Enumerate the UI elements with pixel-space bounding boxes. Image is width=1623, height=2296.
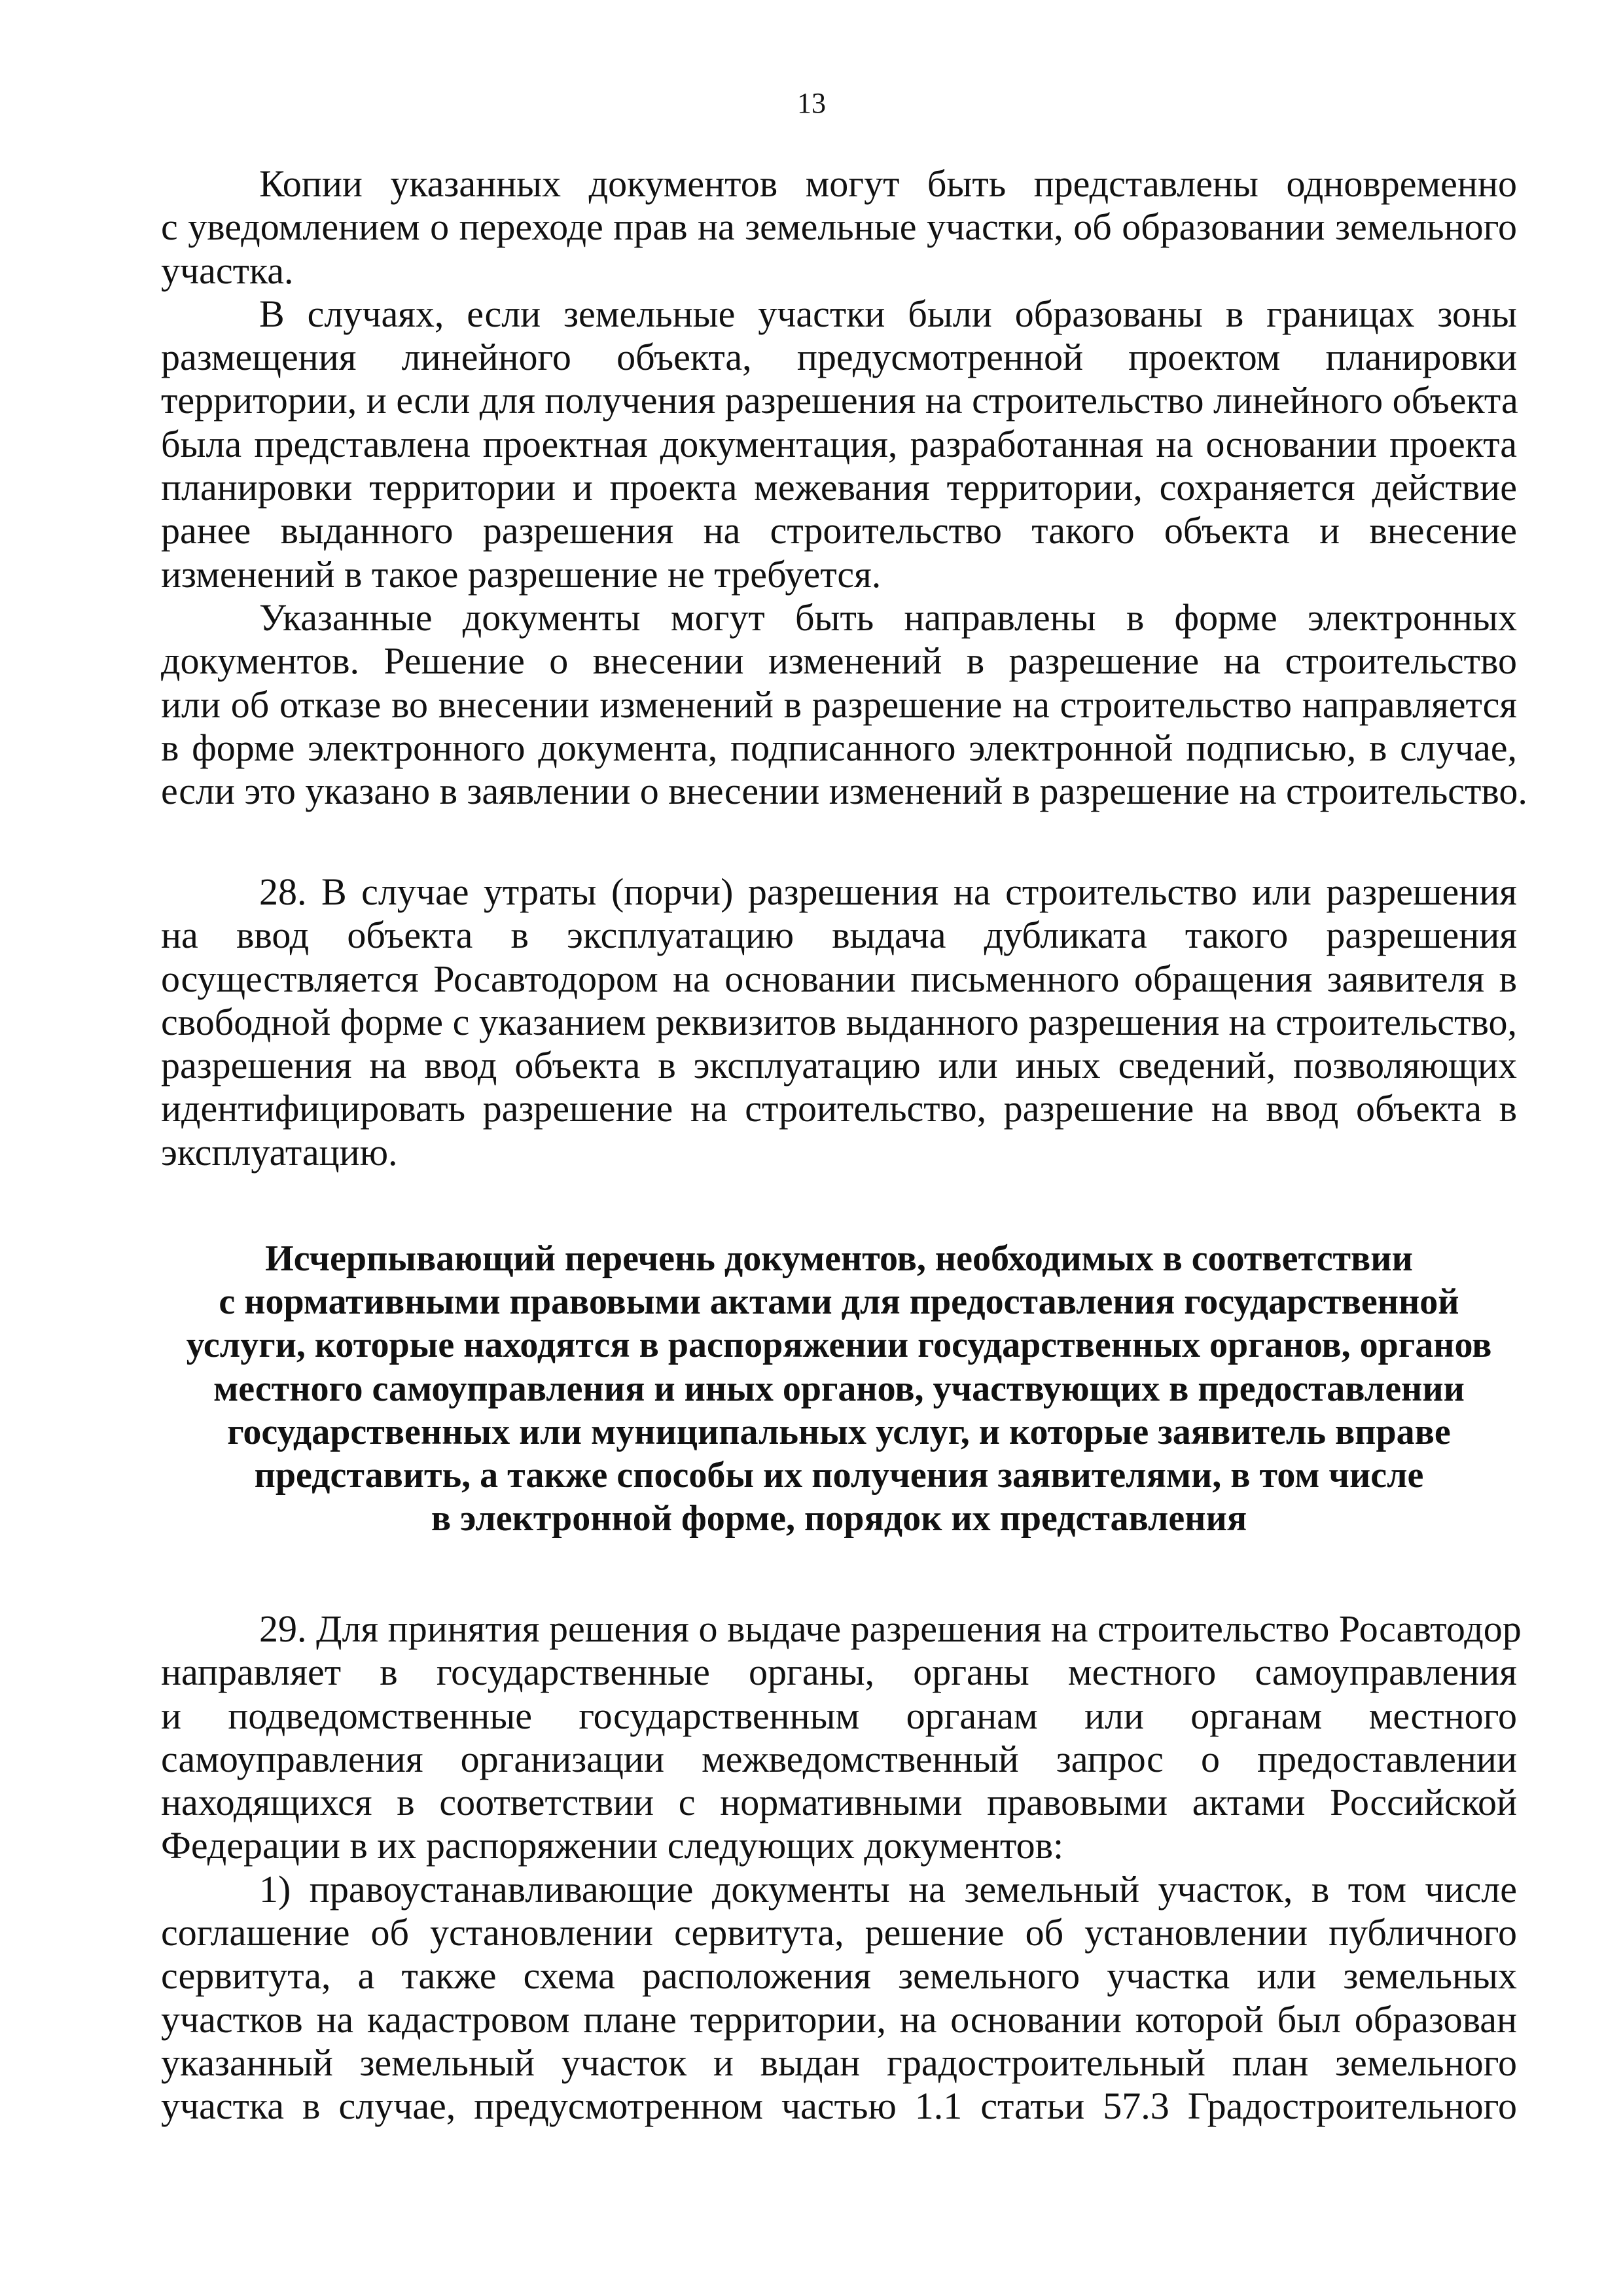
text-line: изменений в такое разрешение не требуется. (161, 552, 882, 596)
heading-line: государственных или муниципальных услуг, и которые заявитель вправе (227, 1411, 1451, 1452)
text-line: участков на кадастровом плане территории, на основании которой был образован (161, 1998, 1517, 2041)
heading-line: с нормативными правовыми актами для предоставления государственной (219, 1282, 1459, 1323)
heading-line: Исчерпывающий перечень документов, необходимых в соответствии (265, 1238, 1413, 1279)
text-line: 29. Для принятия решения о выдаче разрешения на строительство Росавтодор (259, 1607, 1522, 1650)
text-line: ранее выданного разрешения на строительство такого объекта и внесение (161, 509, 1517, 552)
text-line: сервитута, а также схема расположения земельного участка или земельных (161, 1954, 1517, 1998)
text-line: указанный земельный участок и выдан градостроительный план земельного (161, 2041, 1517, 2084)
text-line: планировки территории и проекта межевания территории, сохраняется действие (161, 466, 1517, 509)
text-line: 28. В случае утраты (порчи) разрешения на строительство или разрешения (259, 870, 1517, 913)
text-line: и подведомственные государственным органам или органам местного (161, 1694, 1517, 1737)
text-block-1 (161, 162, 1527, 813)
text-line: или об отказе во внесении изменений в разрешение на строительство направляется (161, 683, 1517, 726)
text-line: 1) правоустанавливающие документы на земельный участок, в том числе (259, 1867, 1517, 1910)
text-line: участка в случае, предусмотренном частью 1.1 статьи 57.3 Градостроительного (161, 2085, 1517, 2128)
text-line: в форме электронного документа, подписанного электронной подписью, в случае, (161, 726, 1517, 769)
text-line: разрешения на ввод объекта в эксплуатацию или иных сведений, позволяющих (161, 1044, 1517, 1087)
text-line: соглашение об установлении сервитута, решение об установлении публичного (161, 1911, 1517, 1954)
heading-line: представить, а также способы их получения заявителями, в том числе (254, 1455, 1424, 1496)
text-line: была представлена проектная документация, разработанная на основании проекта (161, 422, 1517, 465)
text-line: на ввод объекта в эксплуатацию выдача дубликата такого разрешения (161, 914, 1517, 957)
text-block-3 (161, 1607, 1522, 2128)
text-line: размещения линейного объекта, предусмотренной проектом планировки (161, 336, 1517, 379)
text-line: находящихся в соответствии с нормативными правовыми актами Российской (161, 1781, 1517, 1824)
text-line: Копии указанных документов могут быть представлены одновременно (259, 162, 1517, 205)
text-line: документов. Решение о внесении изменений в разрешение на строительство (161, 639, 1517, 683)
text-line: идентифицировать разрешение на строительство, разрешение на ввод объекта в (161, 1087, 1517, 1130)
heading-line: услуги, которые находятся в распоряжении государственных органов, органов (186, 1325, 1492, 1366)
page-number: 13 (797, 87, 826, 119)
heading-line: в электронной форме, порядок их представления (431, 1498, 1247, 1539)
text-line: эксплуатацию. (161, 1130, 398, 1174)
text-line: участка. (161, 249, 294, 292)
text-line: территории, и если для получения разрешения на строительство линейного объекта (161, 379, 1518, 422)
heading-line: местного самоуправления и иных органов, участвующих в предоставлении (213, 1368, 1465, 1409)
text-line: свободной форме с указанием реквизитов выданного разрешения на строительство, (161, 1000, 1517, 1043)
text-line: если это указано в заявлении о внесении изменений в разрешение на строительство. (161, 770, 1527, 813)
text-line: направляет в государственные органы, органы местного самоуправления (161, 1651, 1517, 1694)
text-line: с уведомлением о переходе прав на земельные участки, об образовании земельного (161, 206, 1517, 249)
text-line: Федерации в их распоряжении следующих документов: (161, 1824, 1064, 1867)
text-line: Указанные документы могут быть направлены в форме электронных (259, 596, 1517, 639)
text-line: В случаях, если земельные участки были образованы в границах зоны (259, 292, 1517, 335)
section-heading (161, 1237, 1517, 1540)
text-block-2 (161, 870, 1517, 1174)
text-line: осуществляется Росавтодором на основании письменного обращения заявителя в (161, 957, 1517, 1000)
text-line: самоуправления организации межведомственный запрос о предоставлении (161, 1737, 1517, 1780)
